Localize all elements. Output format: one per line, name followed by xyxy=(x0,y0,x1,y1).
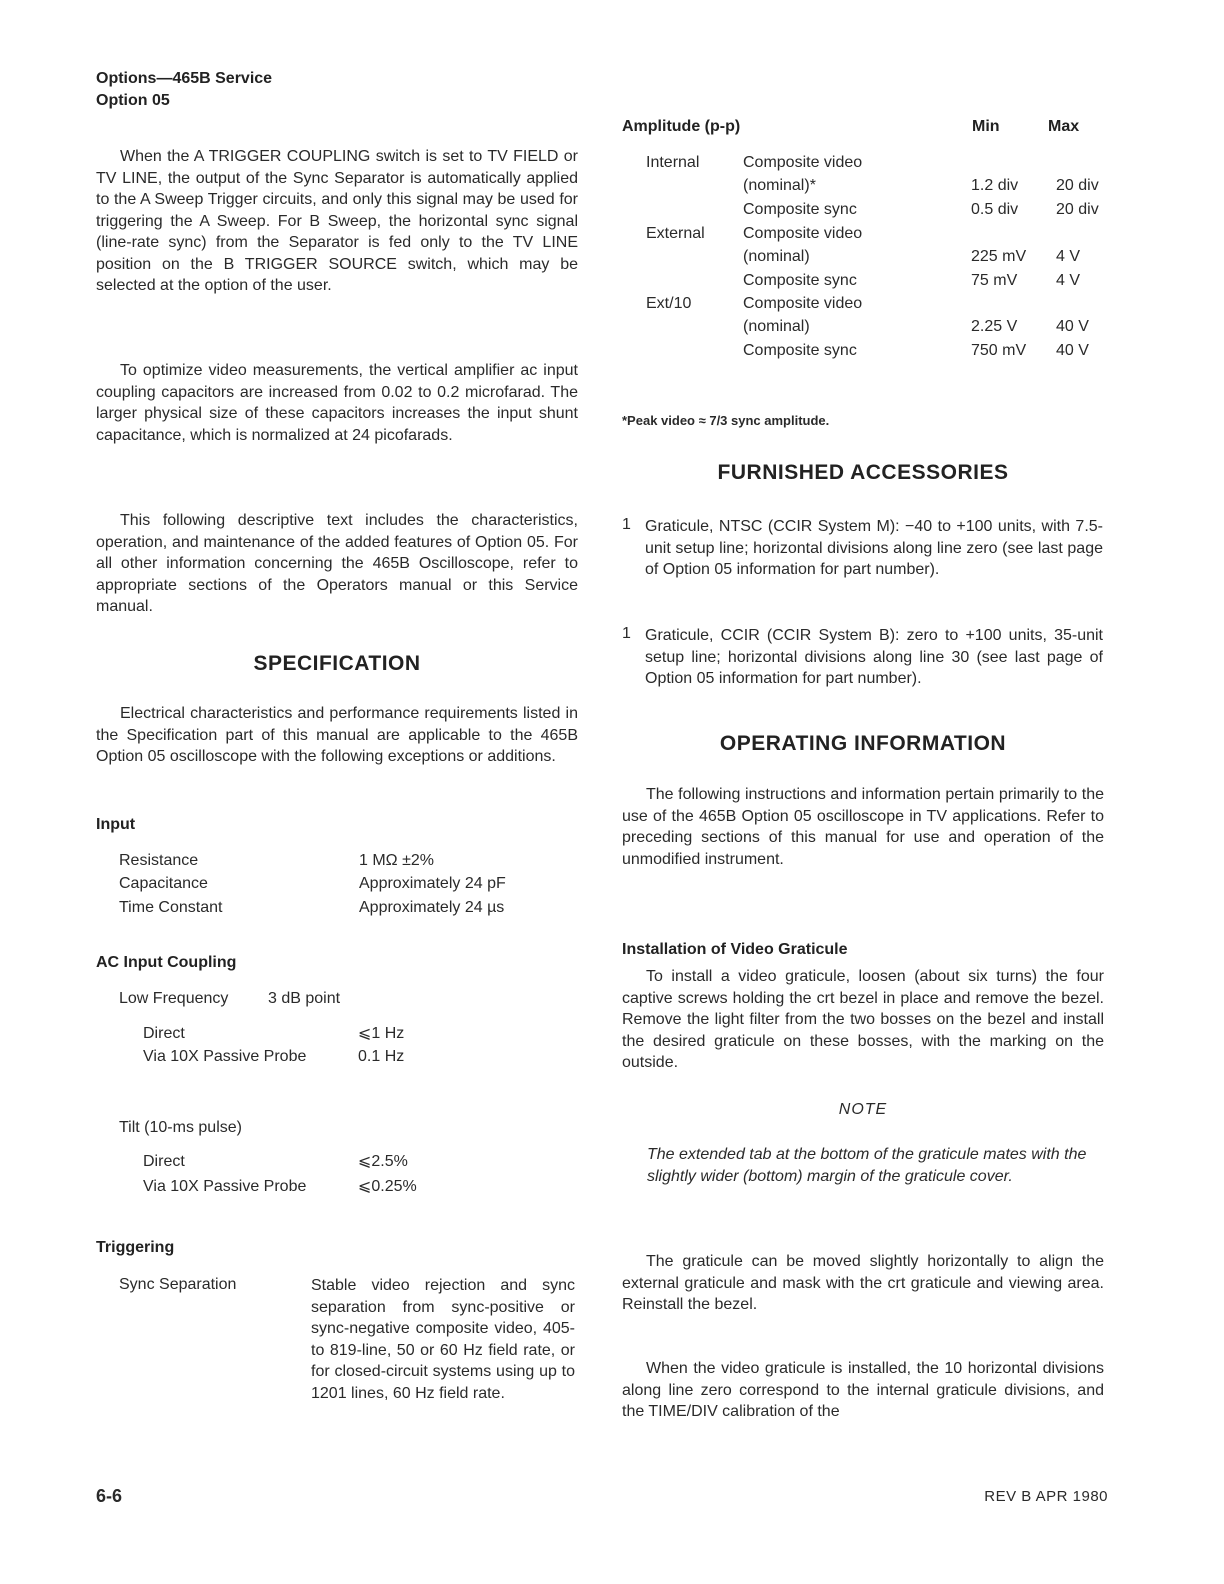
amp-min: 75 mV xyxy=(971,272,1018,289)
amp-max: 4 V xyxy=(1056,248,1081,265)
subsection-input: Input xyxy=(96,816,136,833)
amp-desc: Composite sync xyxy=(743,342,857,359)
sync-separation-label: Sync Separation xyxy=(119,1276,237,1293)
page-number: 6-6 xyxy=(96,1486,123,1506)
amp-desc: (nominal) xyxy=(743,248,810,265)
lf-direct-label: Direct xyxy=(143,1025,185,1042)
paragraph-spec-intro: Electrical characteristics and performance requirements listed in the Specification part of this manual are applicable to the 465B Option 05 oscilloscope with the following exceptions or additions. xyxy=(96,705,578,765)
amplitude-min-header: Min xyxy=(972,118,1000,135)
accessory-item-ntsc: Graticule, NTSC (CCIR System M): −40 to +100 units, with 7.5-unit setup line; horizontal divisions along line zero (see last page of Option 05 information for part number). xyxy=(645,518,1103,578)
input-resistance-label: Resistance xyxy=(119,852,199,869)
accessory-quantity: 1 xyxy=(622,625,631,642)
input-capacitance-value: Approximately 24 pF xyxy=(359,875,506,892)
amp-min: 225 mV xyxy=(971,248,1027,265)
amp-min: 0.5 div xyxy=(971,201,1019,218)
amp-max: 4 V xyxy=(1056,272,1081,289)
note-text: The extended tab at the bottom of the graticule mates with the slightly wider (bottom) margin of the graticule cover. xyxy=(647,1146,1087,1185)
input-resistance-value: 1 MΩ ±2% xyxy=(359,852,434,869)
accessory-item-ccir: Graticule, CCIR (CCIR System B): zero to +100 units, 35-unit setup line; horizontal divisions along line 30 (see last page of Option 05 information for part number). xyxy=(645,627,1103,687)
tilt-direct-label: Direct xyxy=(143,1153,185,1170)
paragraph-operating-intro: The following instructions and information pertain primarily to the use of the 465B Option 05 oscilloscope in TV applications. Refer to preceding sections of this manual for use and operation of the unmodified instrument. xyxy=(622,786,1104,868)
amp-desc: Composite video xyxy=(743,295,863,312)
accessory-quantity: 1 xyxy=(622,516,631,533)
amp-max: 20 div xyxy=(1056,177,1099,194)
paragraph-video-measurements: To optimize video measurements, the vertical amplifier ac input coupling capacitors are increased from 0.02 to 0.2 microfarad. The larger physical size of these capacitors increases the input shunt capacitance, which is normalized at 24 picofarads. xyxy=(96,362,578,444)
amp-max: 40 V xyxy=(1056,342,1089,359)
header-option: Option 05 xyxy=(96,92,170,109)
amplitude-title: Amplitude (p-p) xyxy=(622,118,741,135)
amp-max: 20 div xyxy=(1056,201,1099,218)
paragraph-graticule-installed: When the video graticule is installed, the 10 horizontal divisions along line zero correspond to the internal graticule divisions, and the TIME/DIV calibration of the xyxy=(622,1360,1104,1420)
section-title-operating-information: OPERATING INFORMATION xyxy=(719,732,1007,755)
amplitude-max-header: Max xyxy=(1048,118,1080,135)
amp-min: 750 mV xyxy=(971,342,1027,359)
paragraph-graticule-move: The graticule can be moved slightly horizontally to align the external graticule and mask with the crt graticule and viewing area. Reinstall the bezel. xyxy=(622,1253,1104,1313)
lf-probe-label: Via 10X Passive Probe xyxy=(143,1048,307,1065)
section-title-specification: SPECIFICATION xyxy=(253,652,421,675)
paragraph-installation: To install a video graticule, loosen (about six turns) the four captive screws holding the crt bezel in place and remove the bezel. Remove the light filter from the two bosses on the bezel and install the desired graticule on these bosses, with the marking on the outside. xyxy=(622,968,1104,1071)
amp-group-ext10: Ext/10 xyxy=(646,295,692,312)
running-header xyxy=(96,68,272,112)
subsection-triggering: Triggering xyxy=(96,1239,175,1256)
low-frequency-label: Low Frequency xyxy=(119,990,229,1007)
tilt-direct-value: ⩽2.5% xyxy=(358,1153,408,1170)
amp-desc: Composite sync xyxy=(743,201,857,218)
subsection-installation: Installation of Video Graticule xyxy=(622,941,848,958)
lf-probe-value: 0.1 Hz xyxy=(358,1048,405,1065)
amp-min: 2.25 V xyxy=(971,318,1018,335)
amp-group-internal: Internal xyxy=(646,154,700,171)
amp-desc: (nominal) xyxy=(743,318,810,335)
tilt-probe-value: ⩽0.25% xyxy=(358,1178,417,1195)
amp-desc: Composite video xyxy=(743,225,863,242)
subsection-ac-input-coupling: AC Input Coupling xyxy=(96,954,237,971)
amp-desc: Composite sync xyxy=(743,272,857,289)
amplitude-footnote: *Peak video ≈ 7/3 sync amplitude. xyxy=(622,413,830,428)
tilt-probe-label: Via 10X Passive Probe xyxy=(143,1178,307,1195)
section-title-furnished-accessories: FURNISHED ACCESSORIES xyxy=(717,461,1009,484)
amp-min: 1.2 div xyxy=(971,177,1019,194)
amp-max: 40 V xyxy=(1056,318,1089,335)
note-title: NOTE xyxy=(838,1101,888,1118)
revision-date: REV B APR 1980 xyxy=(984,1488,1108,1505)
tilt-label: Tilt (10-ms pulse) xyxy=(119,1119,242,1136)
input-time-constant-label: Time Constant xyxy=(119,899,223,916)
input-capacitance-label: Capacitance xyxy=(119,875,208,892)
low-frequency-value: 3 dB point xyxy=(268,990,341,1007)
lf-direct-value: ⩽1 Hz xyxy=(358,1025,405,1042)
paragraph-trigger-coupling: When the A TRIGGER COUPLING switch is set to TV FIELD or TV LINE, the output of the Sync Separator is automatically applied to the A Sweep Trigger circuits, and only this signal may be used for triggering the A Sweep. For B Sweep, the horizontal sync signal (line-rate sync) from the Separator is fed only to the TV LINE position on the B TRIGGER SOURCE switch, which may be selected at the option of the user. xyxy=(96,148,578,294)
sync-separation-text: Stable video rejection and sync separation from sync-positive or sync-negative composite video, 405- to 819-line, 50 or 60 Hz field rate, or for closed-circuit systems using up to 1201 lines, 60 Hz field rate. xyxy=(311,1277,575,1402)
amp-group-external: External xyxy=(646,225,705,242)
paragraph-descriptive-text: This following descriptive text includes the characteristics, operation, and maintenance of the added features of Option 05. For all other information concerning the 465B Oscilloscope, refer to appropriate sections of the Operators manual or this Service manual. xyxy=(96,512,578,615)
amp-desc: Composite video xyxy=(743,154,863,171)
header-title: Options—465B Service xyxy=(96,70,273,87)
input-time-constant-value: Approximately 24 µs xyxy=(359,899,505,916)
amp-desc: (nominal)* xyxy=(743,177,816,194)
